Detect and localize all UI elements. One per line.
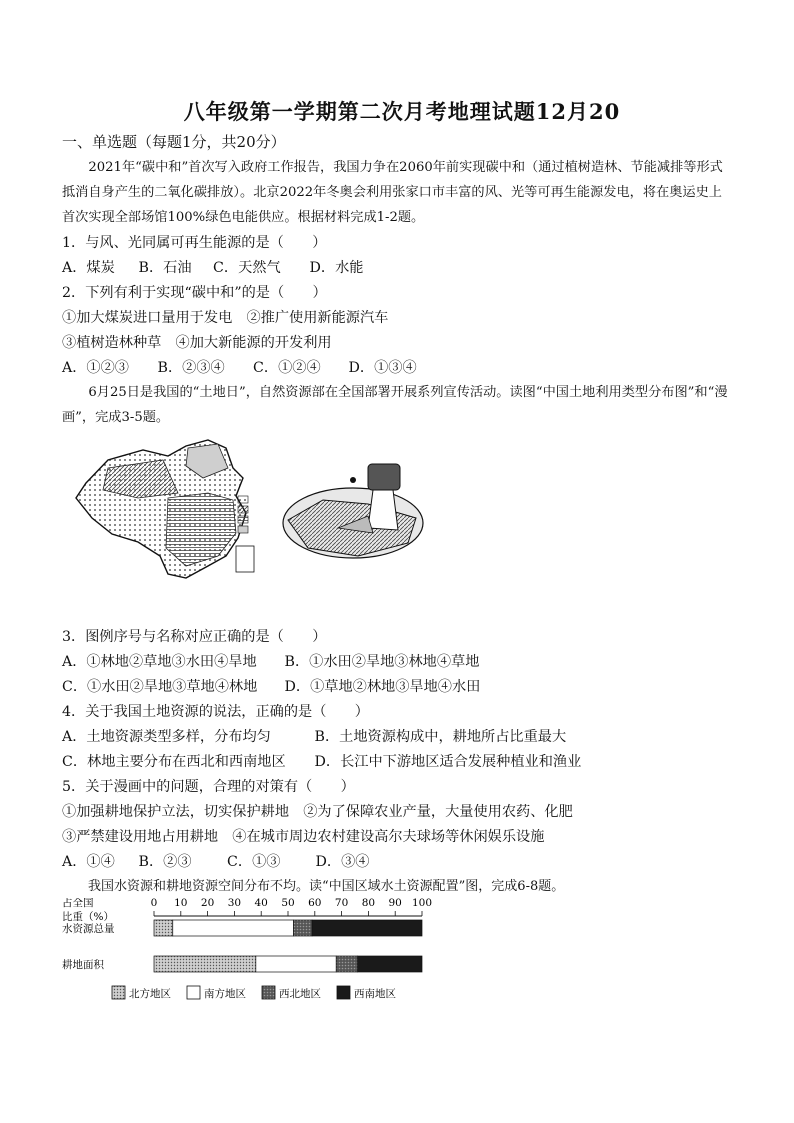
chart-legend xyxy=(112,986,396,1000)
legend-label: 南方地区 xyxy=(204,988,246,1000)
y-axis-label-unit: 比重（%） xyxy=(62,911,114,923)
legend-label: 西南地区 xyxy=(354,988,396,1000)
x-tick-label: 70 xyxy=(334,898,349,909)
q1-option-c[interactable]: C．天然气 xyxy=(213,260,281,276)
q3-options-row2 xyxy=(62,676,480,696)
q5-option-a[interactable]: A．①④ xyxy=(62,854,115,870)
x-tick-label: 20 xyxy=(200,898,215,909)
bar-segment xyxy=(154,920,173,936)
q3-option-a[interactable]: A．①林地②草地③水田④旱地 xyxy=(62,654,257,670)
figures-map-and-cartoon xyxy=(68,438,468,588)
legend-label: 西北地区 xyxy=(279,988,321,1000)
passage-2: 6月25日是我国的“土地日”，自然资源部在全国部署开展系列宣传活动。读图“中国土地利用类型分布图”和“漫画”，完成3-5题。 xyxy=(62,385,728,425)
q5-option-c[interactable]: C．①③ xyxy=(227,854,281,870)
legend-swatch xyxy=(112,986,125,999)
q1-stem: 1．与风、光同属可再生能源的是（ ） xyxy=(62,235,327,251)
q5-option-b[interactable]: B．②③ xyxy=(138,854,192,870)
x-tick-label: 10 xyxy=(174,898,188,909)
q2-item-line: ①加大煤炭进口量用于发电 ②推广使用新能源汽车 xyxy=(62,310,389,326)
bar-segment xyxy=(336,956,357,972)
q4-options-row1 xyxy=(62,726,566,746)
q2-item-line: ③植树造林种草 ④加大新能源的开发利用 xyxy=(62,335,332,351)
q4-option-a[interactable]: A．土地资源类型多样，分布均匀 xyxy=(62,729,271,745)
page-title: 八年级第一学期第二次月考地理试题12月20 xyxy=(183,99,621,124)
x-tick-label: 60 xyxy=(308,898,322,909)
bar-segment xyxy=(256,956,336,972)
q3-option-c[interactable]: C．①水田②旱地③草地④林地 xyxy=(62,679,258,695)
chart-categories xyxy=(62,922,115,971)
x-axis-ticks xyxy=(151,898,432,916)
q5-option-d[interactable]: D．③④ xyxy=(315,854,370,870)
q4-option-d[interactable]: D．长江中下游地区适合发展种植业和渔业 xyxy=(314,754,582,770)
q2-options xyxy=(62,357,417,377)
y-axis-label: 占全国 xyxy=(62,898,94,909)
q2-stem: 2．下列有利于实现“碳中和”的是（ ） xyxy=(62,285,327,301)
q3-stem: 3．图例序号与名称对应正确的是（ ） xyxy=(62,629,327,645)
category-label: 水资源总量 xyxy=(62,923,115,935)
x-tick-label: 100 xyxy=(411,898,433,909)
q1-option-b[interactable]: B．石油 xyxy=(138,260,192,276)
chart-bars xyxy=(154,920,422,972)
legend-swatch xyxy=(262,986,275,999)
q1-option-d[interactable]: D．水能 xyxy=(309,260,364,276)
q1-options xyxy=(62,257,364,277)
q5-item-line: ①加强耕地保护立法，切实保护耕地 ②为了保障农业产量，大量使用农药、化肥 xyxy=(62,804,573,820)
q1-option-a[interactable]: A．煤炭 xyxy=(62,260,115,276)
passage-1: 2021年“碳中和”首次写入政府工作报告，我国力争在2060年前实现碳中和（通过植树造林、节能减排等形式抵消自身产生的二氧化碳排放）。北京2022年冬奥会利用张家口市丰富的风、光等可再生能源发电，将在奥运史上首次实现全部场馆100%绿色电能供应。根据材料完成1-2题。 xyxy=(62,160,723,225)
legend-label: 北方地区 xyxy=(129,988,171,1000)
bar-segment xyxy=(173,920,294,936)
q2-option-d[interactable]: D．①③④ xyxy=(348,360,417,376)
x-tick-label: 50 xyxy=(281,898,295,909)
q4-stem: 4．关于我国土地资源的说法，正确的是（ ） xyxy=(62,704,369,720)
q2-option-c[interactable]: C．①②④ xyxy=(253,360,321,376)
water-land-chart xyxy=(62,898,442,1028)
x-tick-label: 90 xyxy=(388,898,402,909)
q3-option-d[interactable]: D．①草地②林地③旱地④水田 xyxy=(284,679,481,695)
q4-option-c[interactable]: C．林地主要分布在西北和西南地区 xyxy=(62,754,286,770)
bar-segment xyxy=(358,956,422,972)
china-land-use-map xyxy=(76,440,254,578)
q2-option-b[interactable]: B．②③④ xyxy=(157,360,225,376)
bar-segment xyxy=(293,920,312,936)
category-label: 耕地面积 xyxy=(62,959,104,971)
x-tick-label: 30 xyxy=(227,898,242,909)
q4-option-b[interactable]: B．土地资源构成中，耕地所占比重最大 xyxy=(314,729,567,745)
passage-3: 我国水资源和耕地资源空间分布不均。读“中国区域水土资源配置”图，完成6-8题。 xyxy=(88,879,565,894)
x-tick-label: 40 xyxy=(254,898,268,909)
q5-item-line: ③严禁建设用地占用耕地 ④在城市周边农村建设高尔夫球场等休闲娱乐设施 xyxy=(62,829,545,845)
q5-stem: 5．关于漫画中的问题，合理的对策有（ ） xyxy=(62,779,355,795)
section-heading: 一、单选题（每题1分，共20分） xyxy=(62,133,286,151)
q2-option-a[interactable]: A．①②③ xyxy=(62,360,129,376)
x-tick-label: 80 xyxy=(361,898,376,909)
bar-segment xyxy=(154,956,256,972)
x-tick-label: 0 xyxy=(150,898,158,909)
legend-swatch xyxy=(337,986,350,999)
q5-options xyxy=(62,851,370,871)
bar-segment xyxy=(312,920,422,936)
q3-option-b[interactable]: B．①水田②旱地③林地④草地 xyxy=(284,654,480,670)
land-occupation-cartoon xyxy=(283,464,423,558)
legend-swatch xyxy=(187,986,200,999)
q3-options-row1 xyxy=(62,651,479,671)
q4-options-row2 xyxy=(62,751,581,771)
